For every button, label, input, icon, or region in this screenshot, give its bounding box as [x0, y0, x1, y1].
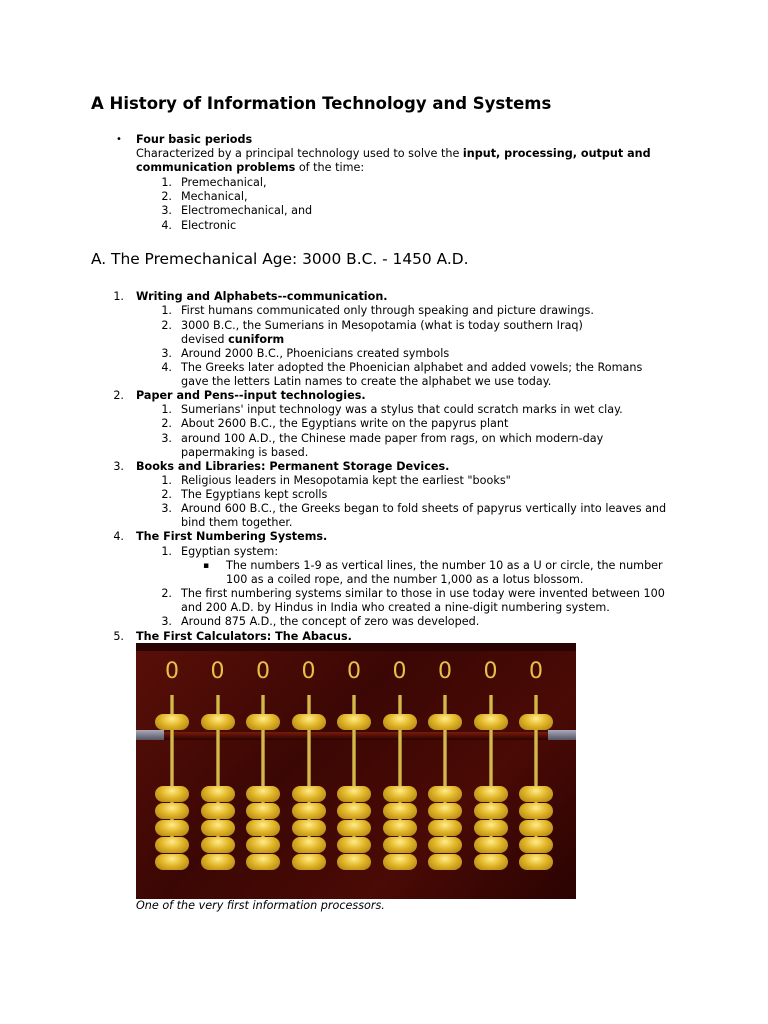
list-item-text: devised — [181, 333, 229, 346]
list-item: First humans communicated only through speaking and picture drawings. — [181, 304, 594, 317]
abacus-bead — [474, 786, 508, 802]
list-number: 2. — [161, 587, 172, 600]
abacus-bead — [474, 820, 508, 836]
list-number: 2. — [161, 488, 172, 501]
abacus-bead — [428, 786, 462, 802]
abacus-bead — [474, 714, 508, 730]
list-number: 3. — [161, 502, 172, 515]
abacus-bead — [246, 837, 280, 853]
abacus-bead — [155, 820, 189, 836]
intro-body — [136, 133, 676, 176]
abacus-bead — [201, 854, 235, 870]
list-item: Egyptian system: — [181, 545, 279, 558]
abacus-digit: 0 — [438, 659, 452, 684]
intro-desc-text: Characterized by a principal technology used to solve the — [136, 147, 463, 161]
list-item: Around 2000 B.C., Phoenicians created symbols — [181, 347, 450, 360]
section-number: 3. — [113, 460, 124, 473]
list-item: The first numbering systems similar to those in use today were invented between 100 — [181, 587, 665, 600]
intro-desc-bold: communication problems — [136, 161, 296, 175]
abacus-digit: 0 — [165, 659, 179, 684]
abacus-bead — [383, 803, 417, 819]
list-item: Electromechanical, and — [181, 204, 313, 218]
list-item: papermaking is based. — [181, 446, 309, 459]
abacus-bead — [292, 820, 326, 836]
list-item: gave the letters Latin names to create the alphabet we use today. — [181, 375, 552, 388]
abacus-digit: 0 — [301, 659, 316, 684]
abacus-bead — [201, 820, 235, 836]
abacus-digit: 0 — [529, 659, 543, 684]
list-item: Around 600 B.C., the Greeks began to fold sheets of papyrus vertically into leaves and — [181, 502, 667, 515]
abacus-bead — [519, 803, 553, 819]
abacus-bead — [292, 714, 326, 730]
abacus-bead — [246, 803, 280, 819]
square-bullet-icon: ▪ — [203, 561, 210, 571]
section-heading: A. The Premechanical Age: 3000 B.C. - 1450 A.D. — [91, 250, 469, 268]
list-number: 1. — [161, 545, 172, 558]
list-number: 2. — [161, 417, 172, 430]
abacus-digit: 0 — [210, 659, 225, 684]
section-number: 5. — [113, 630, 124, 643]
abacus-bead — [519, 820, 553, 836]
intro-heading: Four basic periods — [136, 133, 253, 146]
abacus-bead — [474, 854, 508, 870]
abacus-bead — [337, 803, 371, 819]
abacus-bead — [519, 714, 553, 730]
abacus-bead — [519, 854, 553, 870]
section-number: 1. — [113, 290, 124, 303]
abacus-bead — [383, 837, 417, 853]
abacus-bead — [201, 803, 235, 819]
abacus-bead — [201, 714, 235, 730]
abacus-bead — [292, 854, 326, 870]
abacus-bead — [428, 854, 462, 870]
abacus-bead — [155, 837, 189, 853]
intro-desc-text: of the time: — [295, 161, 365, 175]
list-number: 1. — [161, 304, 172, 317]
abacus-bead — [428, 714, 462, 730]
image-caption: One of the very first information processors. — [136, 899, 385, 912]
list-number: 4. — [161, 361, 172, 374]
list-item: Electronic — [181, 218, 237, 232]
list-item: around 100 A.D., the Chinese made paper from rags, on which modern-day — [181, 432, 604, 445]
abacus-digit: 0 — [256, 659, 270, 684]
list-number: 3. — [161, 204, 172, 218]
abacus-bead — [428, 803, 462, 819]
section-title: Writing and Alphabets--communication. — [136, 290, 388, 303]
section-title: Books and Libraries: Permanent Storage Devices. — [136, 460, 450, 473]
list-item — [181, 333, 284, 347]
abacus-bead — [155, 714, 189, 730]
section-number: 2. — [113, 389, 124, 402]
list-item: The Egyptians kept scrolls — [181, 488, 328, 501]
list-number: 3. — [161, 615, 172, 628]
section-title: Paper and Pens--input technologies. — [136, 389, 366, 402]
abacus-bead — [201, 786, 235, 802]
section-number: 4. — [113, 530, 124, 543]
abacus-bead — [337, 820, 371, 836]
intro-description — [136, 147, 676, 175]
bullet-icon: • — [116, 134, 122, 145]
abacus-bead — [519, 786, 553, 802]
abacus-clip — [136, 730, 164, 740]
abacus-bead — [337, 837, 371, 853]
abacus-bead — [337, 786, 371, 802]
list-item: The Greeks later adopted the Phoenician alphabet and added vowels; the Romans — [181, 361, 643, 374]
list-item: Around 875 A.D., the concept of zero was developed. — [181, 615, 480, 628]
abacus-bead — [292, 786, 326, 802]
section-title: The First Calculators: The Abacus. — [136, 630, 352, 643]
abacus-bead — [201, 837, 235, 853]
list-number: 3. — [161, 432, 172, 445]
list-number: 2. — [161, 190, 172, 204]
list-item: The numbers 1-9 as vertical lines, the number 10 as a U or circle, the number — [226, 559, 663, 572]
list-number: 1. — [161, 474, 172, 487]
abacus-bead — [474, 803, 508, 819]
list-number: 3. — [161, 347, 172, 360]
abacus-bead — [246, 786, 280, 802]
abacus-bead — [383, 714, 417, 730]
abacus-bead — [246, 820, 280, 836]
list-item-bold: cuniform — [228, 333, 285, 346]
abacus-clip — [548, 730, 576, 740]
abacus-bead — [155, 854, 189, 870]
abacus-digit: 0 — [483, 659, 498, 684]
list-item: Mechanical, — [181, 190, 248, 204]
abacus-bead — [337, 854, 371, 870]
list-item: Sumerians' input technology was a stylus that could scratch marks in wet clay. — [181, 403, 623, 416]
section-title: The First Numbering Systems. — [136, 530, 328, 543]
abacus-bead — [292, 837, 326, 853]
abacus-bead — [155, 803, 189, 819]
list-number: 2. — [161, 319, 172, 332]
list-item: 100 as a coiled rope, and the number 1,000 as a lotus blossom. — [226, 573, 584, 586]
list-number: 4. — [161, 218, 172, 232]
abacus-bead — [428, 837, 462, 853]
abacus-bead — [155, 786, 189, 802]
abacus-bead — [246, 714, 280, 730]
list-item: Premechanical, — [181, 176, 267, 189]
abacus-bead — [383, 854, 417, 870]
abacus-bead — [337, 714, 371, 730]
list-number: 1. — [161, 403, 172, 416]
list-item: bind them together. — [181, 516, 293, 529]
abacus-bead — [519, 837, 553, 853]
abacus-beam — [136, 732, 576, 740]
abacus-bead — [383, 786, 417, 802]
abacus-digit: 0 — [392, 659, 407, 684]
list-item: and 200 A.D. by Hindus in India who created a nine-digit numbering system. — [181, 601, 610, 614]
intro-desc-bold: input, processing, output and — [462, 147, 651, 161]
page-title: A History of Information Technology and Systems — [91, 94, 552, 113]
list-item: 3000 B.C., the Sumerians in Mesopotamia (what is today southern Iraq) — [181, 319, 583, 332]
abacus-image — [136, 643, 576, 899]
list-item: About 2600 B.C., the Egyptians write on the papyrus plant — [181, 417, 509, 430]
abacus-bead — [292, 803, 326, 819]
abacus-bead — [383, 820, 417, 836]
abacus-bead — [246, 854, 280, 870]
abacus-frame — [136, 643, 576, 651]
abacus-bead — [428, 820, 462, 836]
list-item: Religious leaders in Mesopotamia kept the earliest "books" — [181, 474, 511, 487]
abacus-bead — [474, 837, 508, 853]
list-number: 1. — [161, 176, 172, 189]
abacus-digit: 0 — [347, 659, 361, 684]
